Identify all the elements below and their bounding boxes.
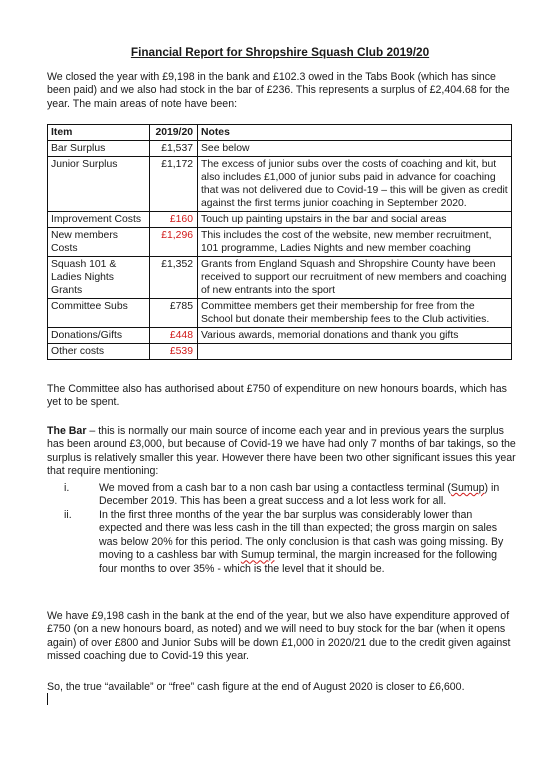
list-text-start: In the first three months of the year the bar surplus was considerably lower than expected and there was less cash in the till than expected; the gross margin on sales was below 20% for this period. The only conclusion is that cash was going missing. By moving to a cashless bar with [99, 508, 504, 562]
row-note: See below [198, 141, 512, 157]
row-note: Committee members get their membership for free from the School but donate their membership fees to the Club activities. [198, 299, 512, 328]
list-text-start: We moved from a cash bar to a non cash bar using a contactless terminal ( [99, 482, 451, 494]
row-value: £539 [150, 344, 198, 360]
row-value: £448 [150, 328, 198, 344]
table-row [48, 212, 512, 228]
financial-table [47, 124, 512, 360]
bar-paragraph [47, 425, 517, 479]
honours-paragraph: The Committee also has authorised about £750 of expenditure on new honours boards, which has yet to be spent. [47, 383, 507, 409]
list-item [47, 482, 507, 509]
table-row [48, 228, 512, 257]
bar-heading: The Bar [47, 425, 87, 437]
row-item: New members Costs [48, 228, 150, 257]
row-note: The excess of junior subs over the costs of coaching and kit, but also includes £1,000 of junior subs paid in advance for coaching that was not delivered due to Covid-19 – this will be given as credit against the first terms junior coaching in September 2020. [198, 157, 512, 212]
text-cursor[interactable] [47, 693, 48, 705]
closing-paragraph: So, the true “available” or “free” cash figure at the end of August 2020 is closer to £6,600. [47, 681, 465, 693]
row-item: Donations/Gifts [48, 328, 150, 344]
cash-paragraph: We have £9,198 cash in the bank at the end of the year, but we also have expenditure approved of £750 (on a new honours board, as noted) and we will need to buy stock for the bar (when it opens again) of over £800 and Junior Subs will be down £1,000 in 2020/21 due to the credit given against missed coaching due to Covid-19 this year. [47, 610, 511, 663]
bar-text: – this is normally our main source of income each year and in previous years the surplus has been around £3,000, but because of Covid-19 we have had only 7 months of bar takings, so the surplus is relatively smaller this year. However there have been two other significant issues this year that require mentioning: [47, 425, 516, 478]
row-note: Grants from England Squash and Shropshire County have been received to support our recruitment of new members and coaching of new entrants into the sport [198, 257, 512, 299]
list-number: ii. [64, 508, 72, 521]
header-item: Item [48, 125, 150, 141]
row-value: £1,296 [150, 228, 198, 257]
table-row [48, 157, 512, 212]
row-note [198, 344, 512, 360]
row-item: Committee Subs [48, 299, 150, 328]
table-row [48, 141, 512, 157]
header-notes: Notes [198, 125, 512, 141]
row-item: Bar Surplus [48, 141, 150, 157]
row-item: Improvement Costs [48, 212, 150, 228]
list-item [47, 509, 507, 576]
row-note: Various awards, memorial donations and thank you gifts [198, 328, 512, 344]
table-row [48, 257, 512, 299]
row-value: £1,537 [150, 141, 198, 157]
row-item: Junior Surplus [48, 157, 150, 212]
spellcheck-word: Sumup [240, 549, 275, 562]
row-value: £1,172 [150, 157, 198, 212]
report-title: Financial Report for Shropshire Squash Club 2019/20 [130, 45, 430, 59]
table-row [48, 344, 512, 360]
row-item: Squash 101 & Ladies Nights Grants [48, 257, 150, 299]
list-text-end: ) in December 2019. This has been a great success and a lot less work for all. [99, 482, 500, 508]
intro-paragraph: We closed the year with £9,198 in the bank and £102.3 owed in the Tabs Book (which has since been paid) and we also had stock in the bar of £236. This represents a surplus of £2,404.68 for the year. The main areas of note have been: [47, 71, 510, 110]
row-item: Other costs [48, 344, 150, 360]
list-text-end: terminal, the margin increased for the following four months to over 35% - which is the level that it should be. [99, 549, 498, 575]
row-value: £160 [150, 212, 198, 228]
header-year: 2019/20 [150, 125, 198, 141]
table-header-row [48, 125, 512, 141]
row-note: This includes the cost of the website, new member recruitment, 101 programme, Ladies Nights and new member coaching [198, 228, 512, 257]
row-value: £785 [150, 299, 198, 328]
list-number: i. [64, 482, 70, 494]
row-value: £1,352 [150, 257, 198, 299]
bar-issues-list [47, 482, 507, 576]
row-note: Touch up painting upstairs in the bar and social areas [198, 212, 512, 228]
table-row [48, 328, 512, 344]
table-row [48, 299, 512, 328]
spellcheck-word: Sumup [450, 482, 485, 494]
